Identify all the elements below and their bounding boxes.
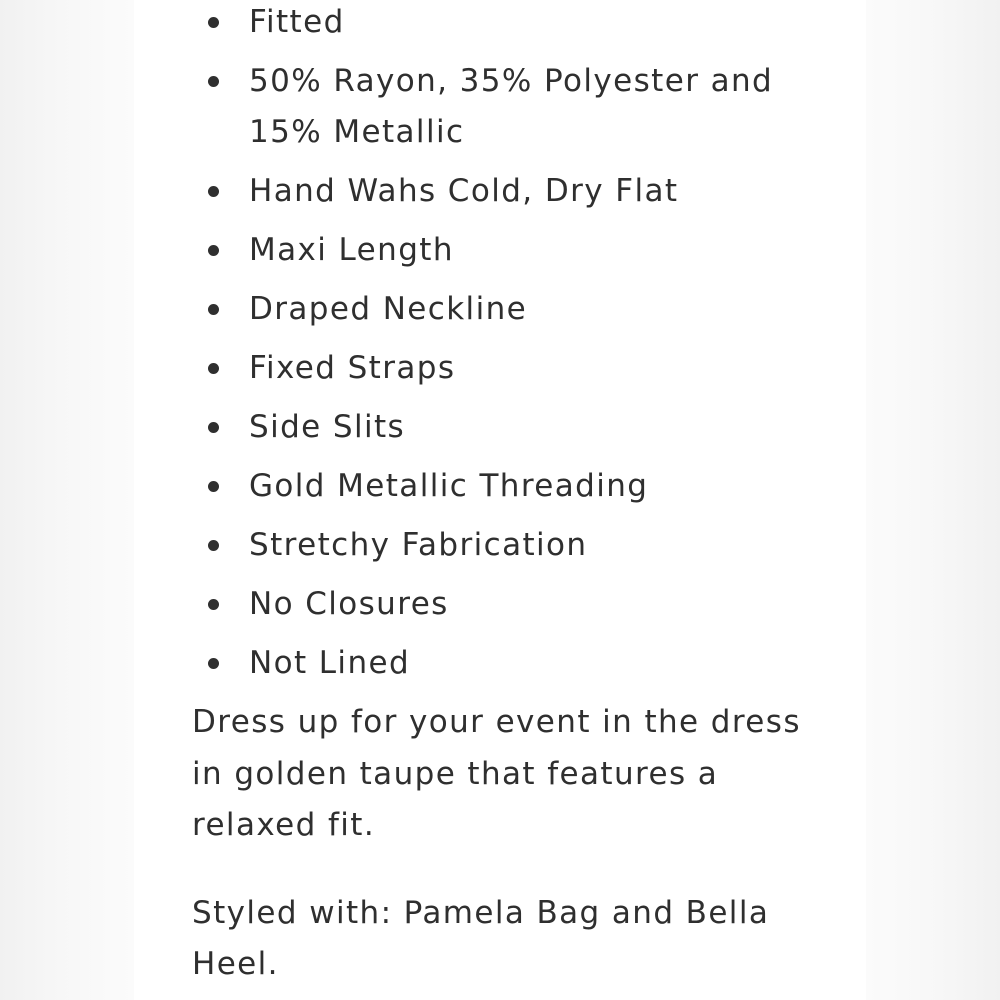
bullet-icon bbox=[208, 17, 219, 28]
bullet-icon bbox=[208, 422, 219, 433]
list-item bbox=[192, 461, 832, 512]
feature-text: Side Slits bbox=[249, 409, 406, 445]
bullet-icon bbox=[208, 76, 219, 87]
bullet-icon bbox=[208, 363, 219, 374]
list-item bbox=[192, 520, 832, 571]
styled-with-text: Styled with: Pamela Bag and Bella Heel. bbox=[192, 894, 770, 982]
bullet-icon bbox=[208, 245, 219, 256]
feature-text: 50% Rayon, 35% Polyester and 15% Metallic bbox=[249, 63, 774, 150]
feature-text: Not Lined bbox=[249, 645, 411, 681]
feature-text: Stretchy Fabrication bbox=[249, 527, 588, 563]
bullet-icon bbox=[208, 481, 219, 492]
bullet-icon bbox=[208, 540, 219, 551]
list-item bbox=[192, 0, 832, 48]
bullet-icon bbox=[208, 658, 219, 669]
list-item bbox=[192, 343, 832, 394]
feature-text: Fixed Straps bbox=[249, 350, 456, 386]
product-description: Dress up for your event in the dress in golden taupe that features a relaxed fit. bbox=[192, 704, 801, 843]
list-item bbox=[192, 402, 832, 453]
list-item bbox=[192, 225, 832, 276]
list-item bbox=[192, 284, 832, 335]
list-item bbox=[192, 166, 832, 217]
bullet-icon bbox=[208, 186, 219, 197]
list-item bbox=[192, 579, 832, 630]
feature-text: Draped Neckline bbox=[249, 291, 528, 327]
feature-text: Maxi Length bbox=[249, 232, 454, 268]
feature-text: Gold Metallic Threading bbox=[249, 468, 649, 504]
list-item bbox=[192, 638, 832, 689]
product-details bbox=[192, 0, 832, 991]
feature-text: No Closures bbox=[249, 586, 449, 622]
bullet-icon bbox=[208, 304, 219, 315]
feature-list bbox=[192, 0, 832, 689]
feature-text: Fitted bbox=[249, 4, 345, 40]
feature-text: Hand Wahs Cold, Dry Flat bbox=[249, 173, 679, 209]
bullet-icon bbox=[208, 599, 219, 610]
list-item bbox=[192, 56, 832, 158]
